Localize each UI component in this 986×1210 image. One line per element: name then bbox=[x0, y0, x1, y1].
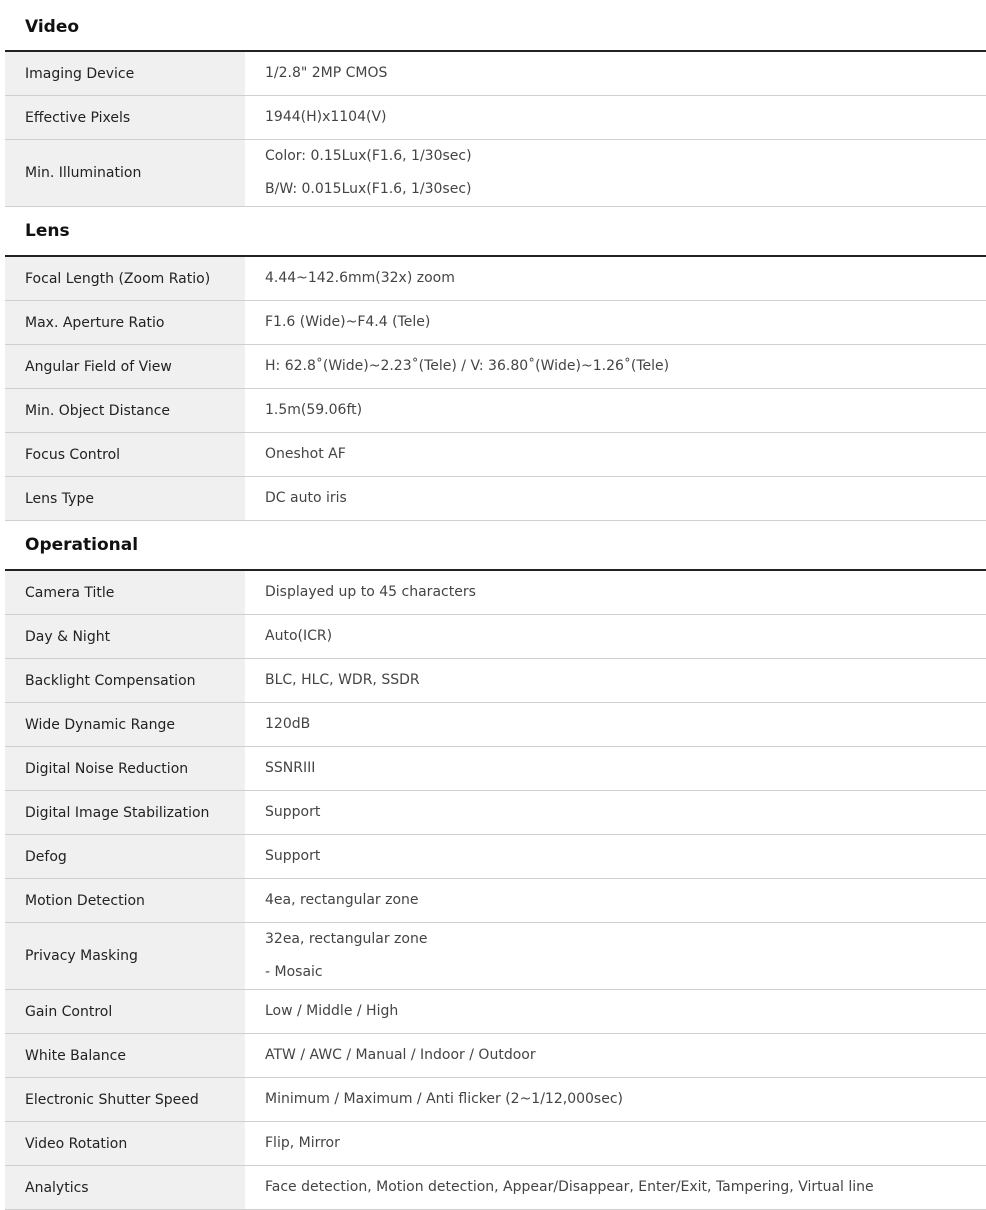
spec-value bbox=[245, 990, 986, 1033]
spec-value bbox=[245, 923, 986, 989]
spec-label: White Balance bbox=[5, 1034, 245, 1077]
spec-value bbox=[245, 615, 986, 658]
spec-value bbox=[245, 1078, 986, 1121]
spec-row-day-night bbox=[5, 615, 986, 659]
spec-label: Effective Pixels bbox=[5, 96, 245, 139]
spec-value-line: Minimum / Maximum / Anti flicker (2~1/12,000sec) bbox=[265, 1091, 623, 1107]
spec-row-focal-length-zoom-ratio bbox=[5, 257, 986, 301]
spec-value-line: 32ea, rectangular zone bbox=[265, 931, 428, 947]
spec-label: Max. Aperture Ratio bbox=[5, 301, 245, 344]
spec-row-white-balance bbox=[5, 1034, 986, 1078]
spec-row-angular-field-of-view bbox=[5, 345, 986, 389]
spec-label: Angular Field of View bbox=[5, 345, 245, 388]
spec-row-focus-control bbox=[5, 433, 986, 477]
spec-label: Camera Title bbox=[5, 571, 245, 614]
spec-row-effective-pixels bbox=[5, 96, 986, 140]
spec-value-line: 1/2.8" 2MP CMOS bbox=[265, 65, 388, 81]
spec-label: Min. Illumination bbox=[5, 140, 245, 206]
spec-value-line: BLC, HLC, WDR, SSDR bbox=[265, 672, 420, 688]
spec-label: Digital Noise Reduction bbox=[5, 747, 245, 790]
spec-label: Backlight Compensation bbox=[5, 659, 245, 702]
spec-value-line: 1.5m(59.06ft) bbox=[265, 402, 363, 418]
spec-label: Min. Object Distance bbox=[5, 389, 245, 432]
spec-label: Lens Type bbox=[5, 477, 245, 520]
spec-value bbox=[245, 659, 986, 702]
spec-value-line: DC auto iris bbox=[265, 490, 347, 506]
spec-label: Imaging Device bbox=[5, 52, 245, 95]
spec-value bbox=[245, 1034, 986, 1077]
spec-value bbox=[245, 1122, 986, 1165]
spec-value-line: 4ea, rectangular zone bbox=[265, 892, 419, 908]
spec-value-line: Oneshot AF bbox=[265, 446, 346, 462]
spec-row-backlight-compensation bbox=[5, 659, 986, 703]
spec-label: Focus Control bbox=[5, 433, 245, 476]
spec-value bbox=[245, 835, 986, 878]
spec-value-line: Color: 0.15Lux(F1.6, 1/30sec) bbox=[265, 148, 472, 164]
spec-label: Focal Length (Zoom Ratio) bbox=[5, 257, 245, 300]
spec-label: Motion Detection bbox=[5, 879, 245, 922]
spec-value bbox=[245, 96, 986, 139]
spec-value-line: Low / Middle / High bbox=[265, 1003, 399, 1019]
section-title-operational: Operational bbox=[5, 521, 986, 571]
spec-row-analytics bbox=[5, 1166, 986, 1210]
spec-table bbox=[5, 0, 986, 1210]
spec-value bbox=[245, 571, 986, 614]
spec-row-wide-dynamic-range bbox=[5, 703, 986, 747]
spec-value bbox=[245, 703, 986, 746]
spec-label: Gain Control bbox=[5, 990, 245, 1033]
spec-label: Wide Dynamic Range bbox=[5, 703, 245, 746]
spec-value bbox=[245, 433, 986, 476]
spec-row-video-rotation bbox=[5, 1122, 986, 1166]
spec-label: Day & Night bbox=[5, 615, 245, 658]
spec-value bbox=[245, 52, 986, 95]
spec-row-gain-control bbox=[5, 990, 986, 1034]
spec-row-digital-noise-reduction bbox=[5, 747, 986, 791]
spec-row-min-illumination bbox=[5, 140, 986, 207]
spec-value bbox=[245, 301, 986, 344]
spec-row-min-object-distance bbox=[5, 389, 986, 433]
spec-value bbox=[245, 345, 986, 388]
spec-value bbox=[245, 747, 986, 790]
spec-value-line: Displayed up to 45 characters bbox=[265, 584, 476, 600]
spec-value-line: 120dB bbox=[265, 716, 311, 732]
spec-value-line: Support bbox=[265, 804, 321, 820]
spec-value-line: H: 62.8˚(Wide)~2.23˚(Tele) / V: 36.80˚(Wide)~1.26˚(Tele) bbox=[265, 358, 670, 374]
spec-row-lens-type bbox=[5, 477, 986, 521]
spec-value-line: Flip, Mirror bbox=[265, 1135, 340, 1151]
spec-value bbox=[245, 1166, 986, 1209]
spec-value-line: Face detection, Motion detection, Appear/Disappear, Enter/Exit, Tampering, Virtual line bbox=[265, 1179, 874, 1195]
spec-label: Digital Image Stabilization bbox=[5, 791, 245, 834]
spec-row-defog bbox=[5, 835, 986, 879]
spec-value bbox=[245, 879, 986, 922]
spec-value bbox=[245, 140, 986, 206]
spec-value-line: SSNRIII bbox=[265, 760, 316, 776]
spec-value bbox=[245, 477, 986, 520]
spec-value bbox=[245, 791, 986, 834]
spec-value-line: Support bbox=[265, 848, 321, 864]
spec-value-line: F1.6 (Wide)~F4.4 (Tele) bbox=[265, 314, 431, 330]
section-title-lens: Lens bbox=[5, 207, 986, 257]
spec-row-camera-title bbox=[5, 571, 986, 615]
spec-row-electronic-shutter-speed bbox=[5, 1078, 986, 1122]
spec-label: Video Rotation bbox=[5, 1122, 245, 1165]
spec-row-max-aperture-ratio bbox=[5, 301, 986, 345]
spec-value-line: 1944(H)x1104(V) bbox=[265, 109, 387, 125]
section-title-video: Video bbox=[5, 0, 986, 52]
spec-value-line: 4.44~142.6mm(32x) zoom bbox=[265, 270, 455, 286]
spec-value bbox=[245, 257, 986, 300]
spec-label: Electronic Shutter Speed bbox=[5, 1078, 245, 1121]
spec-label: Analytics bbox=[5, 1166, 245, 1209]
spec-value-line: ATW / AWC / Manual / Indoor / Outdoor bbox=[265, 1047, 536, 1063]
spec-value bbox=[245, 389, 986, 432]
spec-label: Defog bbox=[5, 835, 245, 878]
spec-row-privacy-masking bbox=[5, 923, 986, 990]
spec-value-line: B/W: 0.015Lux(F1.6, 1/30sec) bbox=[265, 181, 472, 197]
spec-row-imaging-device bbox=[5, 52, 986, 96]
spec-label: Privacy Masking bbox=[5, 923, 245, 989]
spec-row-digital-image-stabilization bbox=[5, 791, 986, 835]
spec-value-line: Auto(ICR) bbox=[265, 628, 333, 644]
spec-row-motion-detection bbox=[5, 879, 986, 923]
spec-value-line: - Mosaic bbox=[265, 964, 323, 980]
